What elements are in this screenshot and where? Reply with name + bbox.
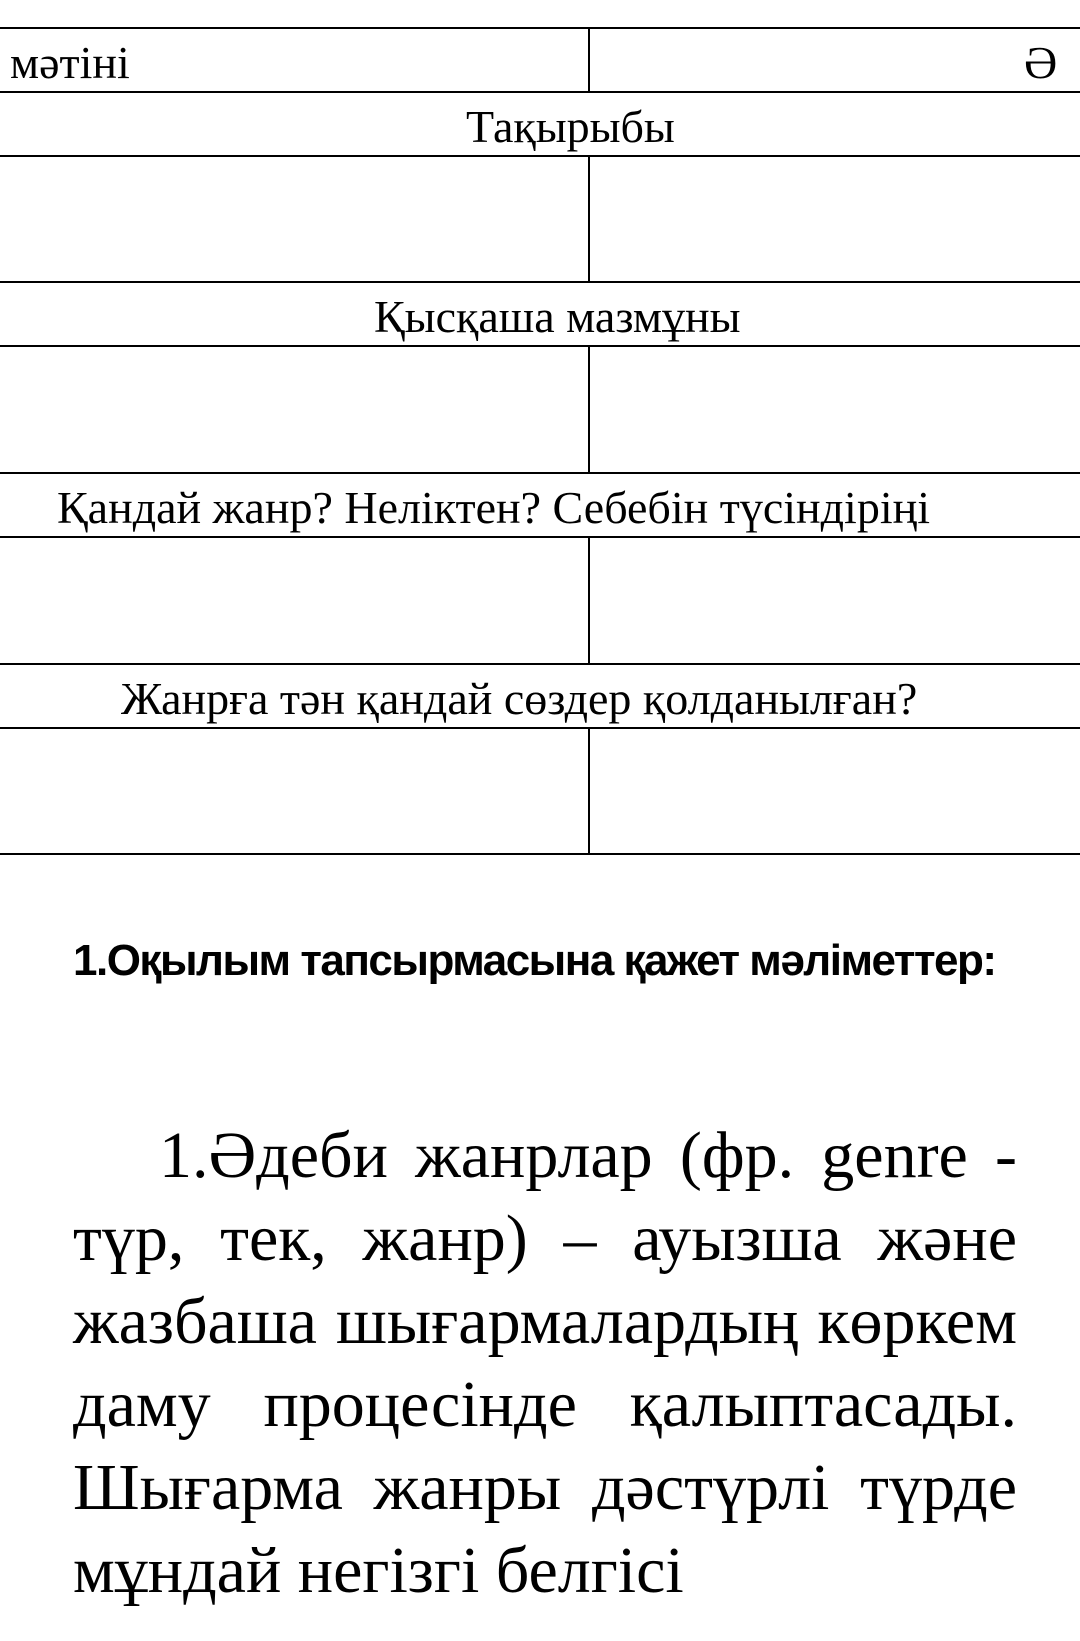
table-rule bbox=[0, 91, 1080, 93]
table-rule bbox=[0, 727, 1080, 729]
row-summary-label: Қысқаша мазмұны bbox=[374, 291, 741, 342]
row-topic-label: Тақырыбы bbox=[466, 101, 675, 152]
section-heading: 1.Оқылым тапсырмасына қажет мәліметтер: bbox=[73, 936, 996, 985]
table-rule bbox=[0, 155, 1080, 157]
column-divider bbox=[588, 345, 590, 472]
table-rule bbox=[0, 472, 1080, 474]
column-divider bbox=[588, 536, 590, 663]
table-rule bbox=[0, 663, 1080, 665]
table-rule bbox=[0, 27, 1080, 29]
column-divider bbox=[588, 155, 590, 281]
body-paragraph: 1.Әдеби жанрлар (фр. genre - түр, тек, жанр) – ауызша және жазбаша шығармалардың көркем даму процесінде қалыптасады. Шығарма жанры дәстүрлі түрде мұндай негізгі белгісі bbox=[73, 1119, 1017, 1607]
column-divider bbox=[588, 27, 590, 91]
header-right-cell: Ә bbox=[1024, 37, 1058, 88]
table-rule bbox=[0, 281, 1080, 283]
row-words-label: Жанрға тән қандай сөздер қолданылған? bbox=[121, 673, 918, 724]
header-left-cell: мәтіні bbox=[10, 37, 130, 88]
table-rule bbox=[0, 345, 1080, 347]
table-rule bbox=[0, 853, 1080, 855]
column-divider bbox=[588, 727, 590, 853]
table-rule bbox=[0, 536, 1080, 538]
row-genre-label: Қандай жанр? Неліктен? Себебін түсіндіріңі bbox=[57, 482, 931, 533]
